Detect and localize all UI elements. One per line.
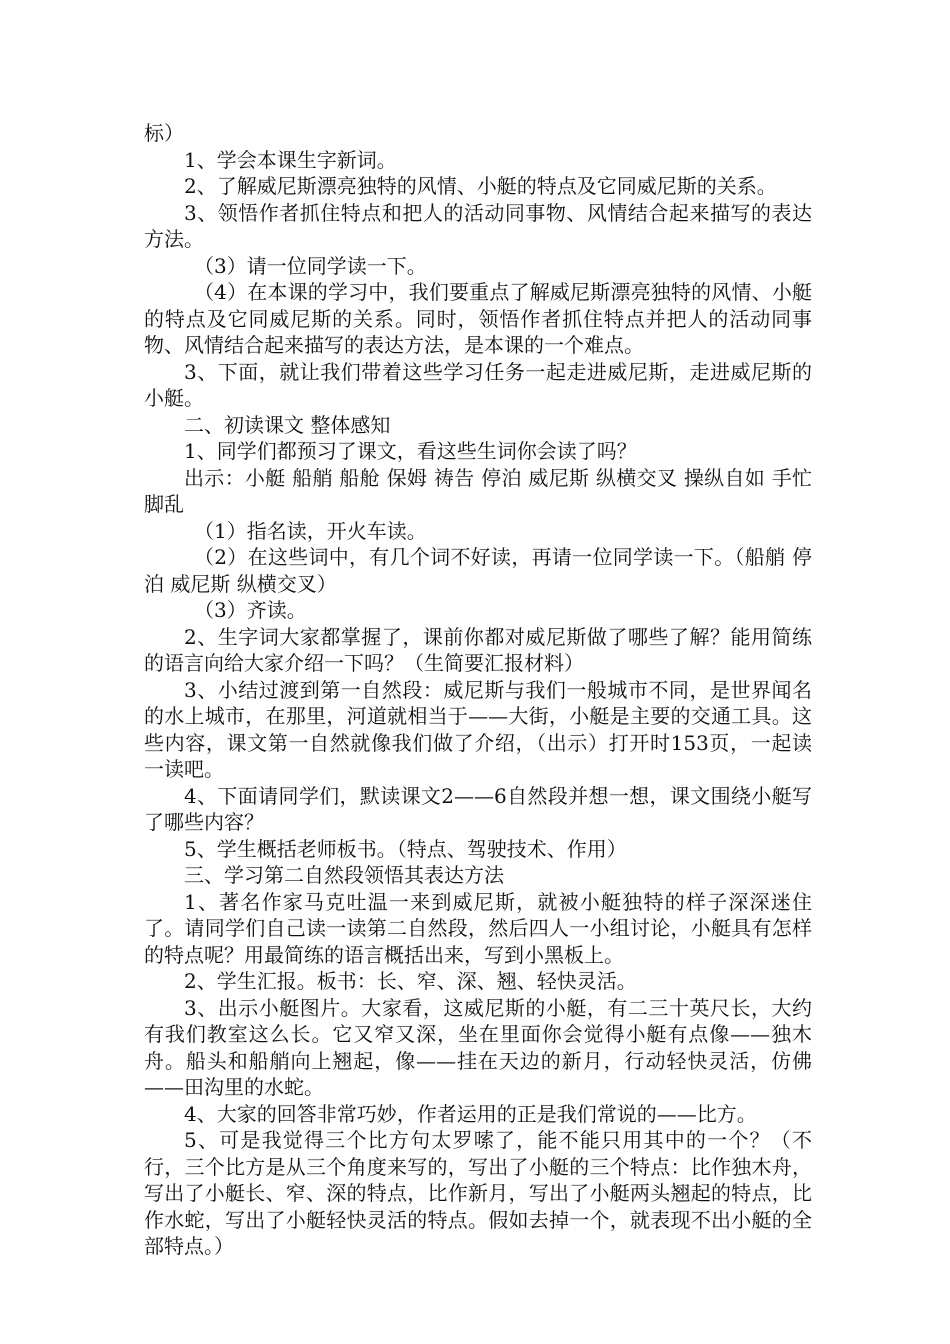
paragraph-19: 1、著名作家马克吐温一来到威尼斯，就被小艇独特的样子深深迷住了。请同学们自己读一读第二自然段，然后四人一小组讨论，小艇具有怎样的特点呢？用最简练的语言概括出来，写到小黑板上。 xyxy=(144,889,812,967)
paragraph-20: 2、学生汇报。板书：长、窄、深、翘、轻快灵活。 xyxy=(184,969,637,993)
paragraph-13: （3）齐读。 xyxy=(194,598,307,622)
paragraph-22: 4、大家的回答非常巧妙，作者运用的正是我们常说的——比方。 xyxy=(184,1101,757,1126)
paragraph-10: 出示：小艇 船艄 船舱 保姆 祷告 停泊 威尼斯 纵横交叉 操纵自如 手忙脚乱 xyxy=(144,465,812,516)
paragraph-11: （1）指名读，开火车读。 xyxy=(194,518,427,543)
paragraph-2: 1、学会本课生字新词。 xyxy=(184,147,397,172)
paragraph-5: （3）请一位同学读一下。 xyxy=(194,253,427,278)
paragraph-6: （4）在本课的学习中，我们要重点了解威尼斯漂亮独特的风情、小艇的特点及它同威尼斯的关系。同时，领悟作者抓住特点并把人的活动同事物、风情结合起来描写的表达方法，是本课的一个难点。 xyxy=(144,280,812,357)
paragraph-4: 3、领悟作者抓住特点和把人的活动同事物、风情结合起来描写的表达方法。 xyxy=(144,200,812,251)
paragraph-7: 3、下面，就让我们带着这些学习任务一起走进威尼斯，走进威尼斯的小艇。 xyxy=(144,359,812,410)
paragraph-12: （2）在这些词中，有几个词不好读，再请一位同学读一下。（船艄 停泊 威尼斯 纵横交叉） xyxy=(144,545,812,596)
section-heading-3: 三、学习第二自然段领悟其表达方法 xyxy=(184,863,504,887)
paragraph-15: 3、小结过渡到第一自然段：威尼斯与我们一般城市不同，是世界闻名的水上城市，在那里，河道就相当于——大街，小艇是主要的交通工具。这些内容，课文第一自然就像我们做了介绍，（出示）打开时153页，一起读一读吧。 xyxy=(144,677,812,781)
paragraph-14: 2、生字词大家都掌握了，课前你都对威尼斯做了哪些了解？能用简练的语言向给大家介绍一下吗？（生简要汇报材料） xyxy=(144,624,812,675)
paragraph-17: 5、学生概括老师板书。（特点、驾驶技术、作用） xyxy=(184,836,627,861)
paragraph-21: 3、出示小艇图片。大家看，这威尼斯的小艇，有二三十英尺长，大约有我们教室这么长。它又窄又深，坐在里面你会觉得小艇有点像——独木舟。船头和船艄向上翘起，像——挂在天边的新月，行动轻快灵活，仿佛——田沟里的水蛇。 xyxy=(144,995,812,1099)
section-heading-2: 二、初读课文 整体感知 xyxy=(184,412,391,437)
paragraph-9: 1、同学们都预习了课文，看这些生词你会读了吗？ xyxy=(184,439,637,463)
document-body xyxy=(144,120,812,1260)
paragraph-3: 2、了解威尼斯漂亮独特的风情、小艇的特点及它同威尼斯的关系。 xyxy=(184,174,777,198)
paragraph-1: 标） xyxy=(144,121,184,145)
paragraph-23: 5、可是我觉得三个比方句太罗嗦了，能不能只用其中的一个？（不行，三个比方是从三个角度来写的，写出了小艇的三个特点：比作独木舟，写出了小艇长、窄、深的特点，比作新月，写出了小艇两头翘起的特点，比作水蛇，写出了小艇轻快灵活的特点。假如去掉一个，就表现不出小艇的全部特点。） xyxy=(144,1128,812,1258)
paragraph-16: 4、下面请同学们，默读课文2——6自然段并想一想，课文围绕小艇写了哪些内容？ xyxy=(144,783,812,834)
